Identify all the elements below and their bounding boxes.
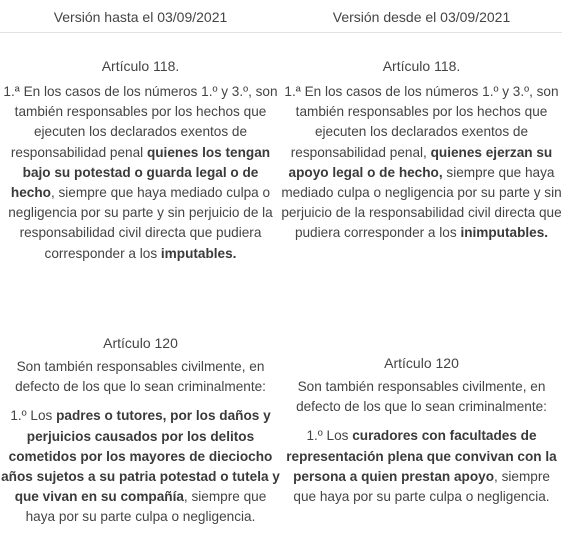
version-header: [0, 0, 562, 33]
text-run: 1.ª En los casos de los números 1.º y 3.º, son también responsables por los hechos que ejecuten los declarados exentos de responsabilidad penal: [3, 84, 278, 160]
art120-new-column: [281, 353, 562, 507]
art118-new-column: [281, 56, 562, 244]
article-paragraph: [281, 426, 562, 507]
text-run: 1.º Los: [306, 428, 353, 444]
text-run: , siempre que haya por su parte culpa o negligencia.: [293, 468, 550, 505]
text-run: , siempre que haya mediado culpa o negligencia por su parte y sin perjuicio de la responsabilidad civil directa que pudiera corresponder a los: [8, 185, 273, 261]
article-intro: Son también responsables civilmente, en defecto de los que lo sean criminalmente:: [15, 359, 266, 395]
bold-text: quienes ejerzan su apoyo legal o de hecho,: [288, 144, 553, 180]
article-title: Artículo 118.: [101, 58, 180, 74]
bold-text: imputables.: [160, 245, 237, 261]
art118-old-column: [0, 56, 281, 264]
old-version-heading: Versión hasta el 03/09/2021: [53, 9, 228, 25]
article-intro: Son también responsables civilmente, en defecto de los que lo sean criminalmente:: [296, 379, 547, 415]
bold-text: quienes los tengan bajo su potestad o guarda legal o de hecho: [10, 144, 271, 201]
art120-old-column: [0, 333, 281, 528]
text-run: 1.ª En los casos de los números 1.º y 3.º, son también responsables por los hechos que ejecuten los declarados exentos de responsabilidad penal,: [284, 84, 559, 160]
bold-text: inimputables.: [460, 225, 549, 241]
new-version-heading: Versión desde el 03/09/2021: [332, 9, 511, 25]
article-paragraph: [0, 82, 281, 264]
article-paragraph: [281, 82, 562, 244]
article-title: Artículo 120: [384, 355, 459, 371]
bold-text: curadores con facultades de representación plena que convivan con la persona a quien prestan apoyo: [286, 428, 557, 484]
bold-text: padres o tutores, por los daños y perjuicios causados por los delitos cometidos por los mayores de dieciocho años sujetos a su patria potestad o tutela y que vivan en su compañía: [1, 408, 280, 505]
article-title: Artículo 118.: [382, 58, 461, 74]
text-run: siempre que haya mediado culpa o negligencia por su parte y sin perjuicio de la responsabilidad civil directa que pudiera corresponder a los: [281, 164, 562, 241]
article-title: Artículo 120: [103, 335, 178, 351]
text-run: 1.º Los: [10, 408, 57, 424]
text-run: , siempre que haya por su parte culpa o negligencia.: [25, 489, 267, 525]
article-paragraph: [0, 406, 281, 527]
